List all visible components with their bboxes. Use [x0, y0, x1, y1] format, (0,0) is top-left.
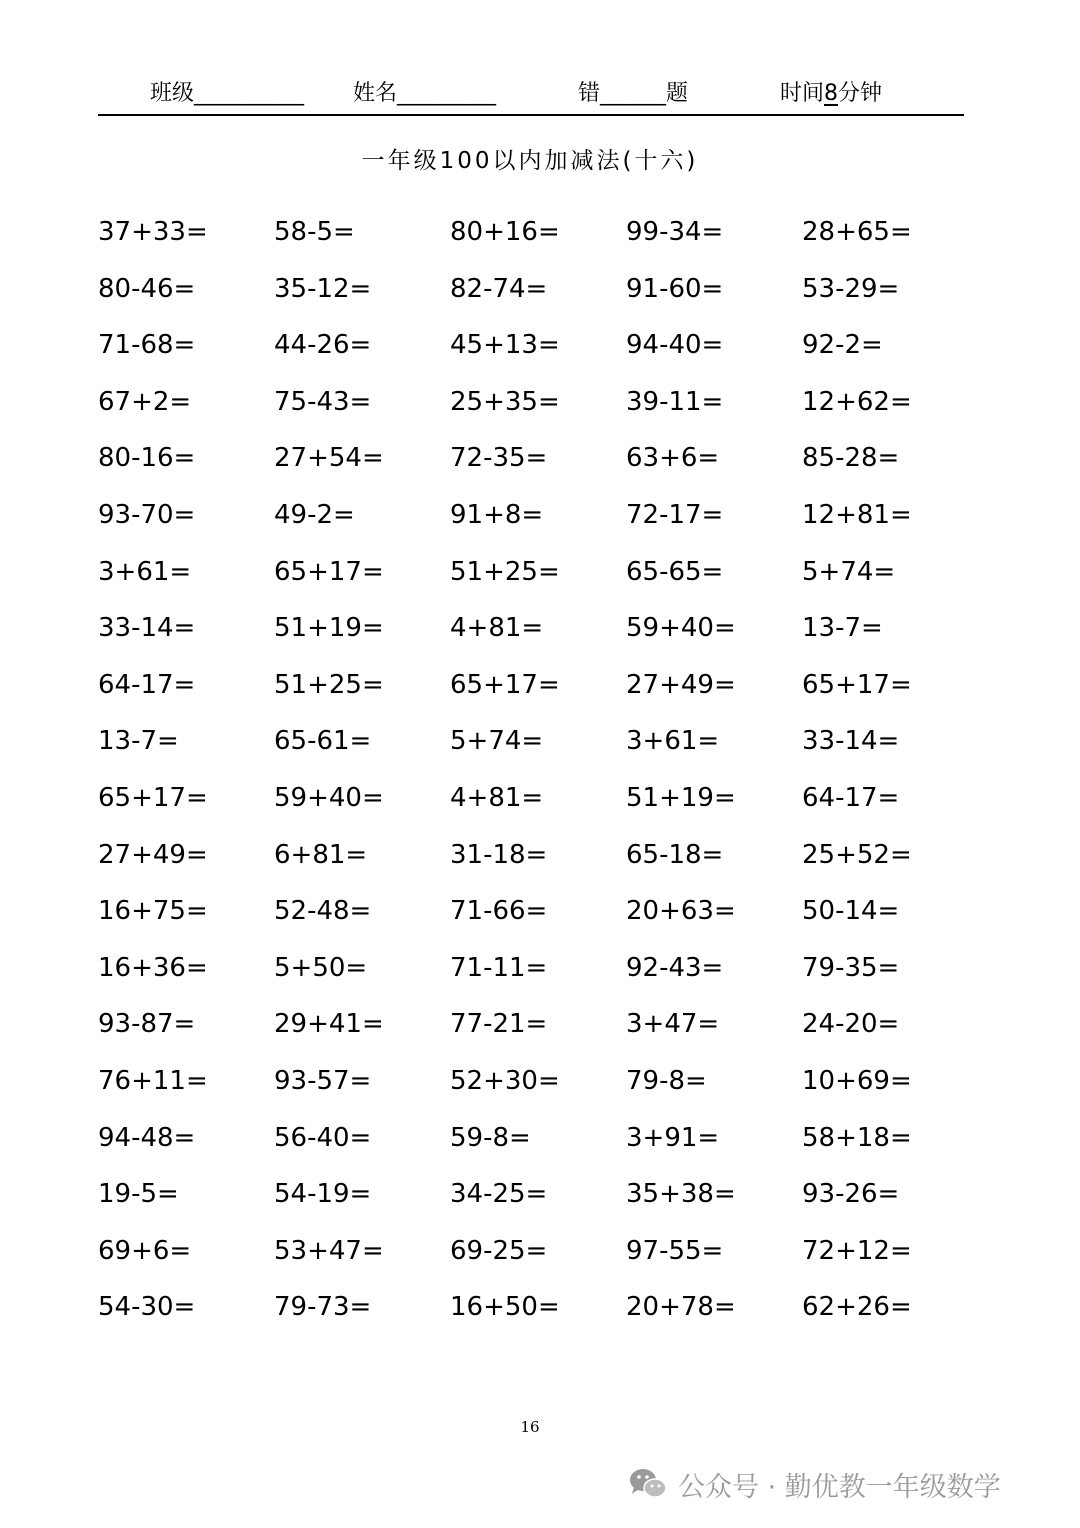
problem: 56-40=	[274, 1122, 372, 1153]
problem: 92-43=	[626, 952, 724, 983]
problem: 31-18=	[450, 839, 548, 870]
problem: 65+17=	[450, 669, 560, 700]
problem: 35-12=	[274, 273, 372, 304]
problem: 3+61=	[98, 556, 192, 587]
problem: 12+81=	[802, 499, 912, 530]
problem: 19-5=	[98, 1179, 179, 1210]
problem: 69+6=	[98, 1235, 192, 1266]
problem: 37+33=	[98, 217, 208, 247]
name-label: 姓名	[353, 81, 398, 106]
problem: 77-21=	[450, 1009, 548, 1040]
problem: 71-68=	[98, 330, 196, 361]
problem-row	[98, 1287, 978, 1344]
problem: 16+50=	[450, 1292, 560, 1323]
problem: 58-5=	[274, 217, 355, 247]
problem: 71-66=	[450, 896, 548, 927]
problem: 94-48=	[98, 1122, 196, 1153]
class-label: 班级	[150, 81, 195, 106]
problem-row	[98, 1174, 978, 1231]
problem: 3+61=	[626, 726, 720, 757]
problem: 24-20=	[802, 1009, 900, 1040]
problem: 93-87=	[98, 1009, 196, 1040]
problem: 67+2=	[98, 386, 192, 417]
time-label: 时间	[780, 81, 825, 106]
time-unit: 分钟	[838, 81, 883, 106]
problem: 93-70=	[98, 499, 196, 530]
watermark-text: 公众号 · 勤优教一年级数学	[678, 1471, 1001, 1503]
wechat-icon	[628, 1467, 668, 1501]
problem: 62+26=	[802, 1292, 912, 1323]
problem-row	[98, 1061, 978, 1118]
problem: 75-43=	[274, 386, 372, 417]
problem: 71-11=	[450, 952, 548, 983]
problem: 80-16=	[98, 443, 196, 474]
problem: 4+81=	[450, 782, 544, 813]
problem: 33-14=	[802, 726, 900, 757]
problem: 65+17=	[98, 782, 208, 813]
problem: 58+18=	[802, 1122, 912, 1153]
problem: 59+40=	[274, 782, 384, 813]
problem-row	[98, 721, 978, 778]
problem-row	[98, 1118, 978, 1175]
problem: 76+11=	[98, 1065, 208, 1096]
problem-grid	[98, 212, 978, 1344]
problem: 27+49=	[98, 839, 208, 870]
problem: 72-35=	[450, 443, 548, 474]
problem: 51+25=	[450, 556, 560, 587]
problem: 72+12=	[802, 1235, 912, 1266]
problem: 97-55=	[626, 1235, 724, 1266]
problem: 13-7=	[802, 613, 883, 644]
name-blank: _________	[397, 81, 497, 106]
problem: 28+65=	[802, 217, 912, 247]
name-field	[353, 80, 496, 108]
problem: 85-28=	[802, 443, 900, 474]
problem: 13-7=	[98, 726, 179, 757]
problem: 80+16=	[450, 217, 560, 247]
problem: 35+38=	[626, 1179, 736, 1210]
class-field	[150, 80, 304, 108]
problem: 79-73=	[274, 1292, 372, 1323]
problem: 51+19=	[626, 782, 736, 813]
problem: 93-26=	[802, 1179, 900, 1210]
problem: 51+25=	[274, 669, 384, 700]
problem: 25+52=	[802, 839, 912, 870]
problem-row	[98, 891, 978, 948]
problem: 39-11=	[626, 386, 724, 417]
problem-row	[98, 325, 978, 382]
problem-row	[98, 495, 978, 552]
problem: 29+41=	[274, 1009, 384, 1040]
problem: 10+69=	[802, 1065, 912, 1096]
problem-row	[98, 212, 978, 269]
problem: 59-8=	[450, 1122, 531, 1153]
problem: 25+35=	[450, 386, 560, 417]
problem: 53+47=	[274, 1235, 384, 1266]
problem: 16+75=	[98, 896, 208, 927]
problem-row	[98, 269, 978, 326]
wrong-label: 错	[578, 81, 601, 106]
problem: 65-18=	[626, 839, 724, 870]
problem: 6+81=	[274, 839, 368, 870]
problem: 49-2=	[274, 499, 355, 530]
problem: 27+54=	[274, 443, 384, 474]
wrong-count-field	[578, 80, 688, 108]
problem: 69-25=	[450, 1235, 548, 1266]
problem: 54-19=	[274, 1179, 372, 1210]
problem: 91-60=	[626, 273, 724, 304]
problem: 65-61=	[274, 726, 372, 757]
problem-row	[98, 552, 978, 609]
problem: 59+40=	[626, 613, 736, 644]
problem: 34-25=	[450, 1179, 548, 1210]
problem: 91+8=	[450, 499, 544, 530]
problem: 3+47=	[626, 1009, 720, 1040]
worksheet-header	[98, 76, 964, 116]
problem-row	[98, 1004, 978, 1061]
problem: 79-35=	[802, 952, 900, 983]
time-value: 8	[824, 81, 839, 106]
problem-row	[98, 438, 978, 495]
problem: 33-14=	[98, 613, 196, 644]
class-blank: __________	[194, 81, 305, 106]
problem: 3+91=	[626, 1122, 720, 1153]
problem: 94-40=	[626, 330, 724, 361]
problem: 5+74=	[802, 556, 896, 587]
problem: 44-26=	[274, 330, 372, 361]
problem: 16+36=	[98, 952, 208, 983]
problem: 64-17=	[98, 669, 196, 700]
problem: 80-46=	[98, 273, 196, 304]
problem: 5+50=	[274, 952, 368, 983]
problem-row	[98, 778, 978, 835]
problem: 53-29=	[802, 273, 900, 304]
problem: 99-34=	[626, 217, 724, 247]
problem: 52-48=	[274, 896, 372, 927]
problem: 82-74=	[450, 273, 548, 304]
problem: 72-17=	[626, 499, 724, 530]
problem-row	[98, 1231, 978, 1288]
problem: 93-57=	[274, 1065, 372, 1096]
problem-row	[98, 835, 978, 892]
problem: 45+13=	[450, 330, 560, 361]
problem: 92-2=	[802, 330, 883, 361]
problem: 50-14=	[802, 896, 900, 927]
problem: 65-65=	[626, 556, 724, 587]
worksheet-title: 一年级100以内加减法(十六)	[361, 148, 699, 174]
watermark	[628, 1464, 1001, 1504]
wrong-suffix: 题	[666, 81, 689, 106]
problem: 27+49=	[626, 669, 736, 700]
problem: 54-30=	[98, 1292, 196, 1323]
page-number: 16	[520, 1418, 540, 1436]
problem: 51+19=	[274, 613, 384, 644]
problem: 20+78=	[626, 1292, 736, 1323]
time-field	[780, 80, 882, 108]
problem: 63+6=	[626, 443, 720, 474]
problem: 12+62=	[802, 386, 912, 417]
problem: 64-17=	[802, 782, 900, 813]
problem: 52+30=	[450, 1065, 560, 1096]
wrong-blank: ______	[600, 81, 667, 106]
problem-row	[98, 382, 978, 439]
problem: 65+17=	[802, 669, 912, 700]
problem: 65+17=	[274, 556, 384, 587]
problem: 5+74=	[450, 726, 544, 757]
problem-row	[98, 665, 978, 722]
problem: 4+81=	[450, 613, 544, 644]
problem-row	[98, 608, 978, 665]
problem: 79-8=	[626, 1065, 707, 1096]
problem: 20+63=	[626, 896, 736, 927]
problem-row	[98, 948, 978, 1005]
